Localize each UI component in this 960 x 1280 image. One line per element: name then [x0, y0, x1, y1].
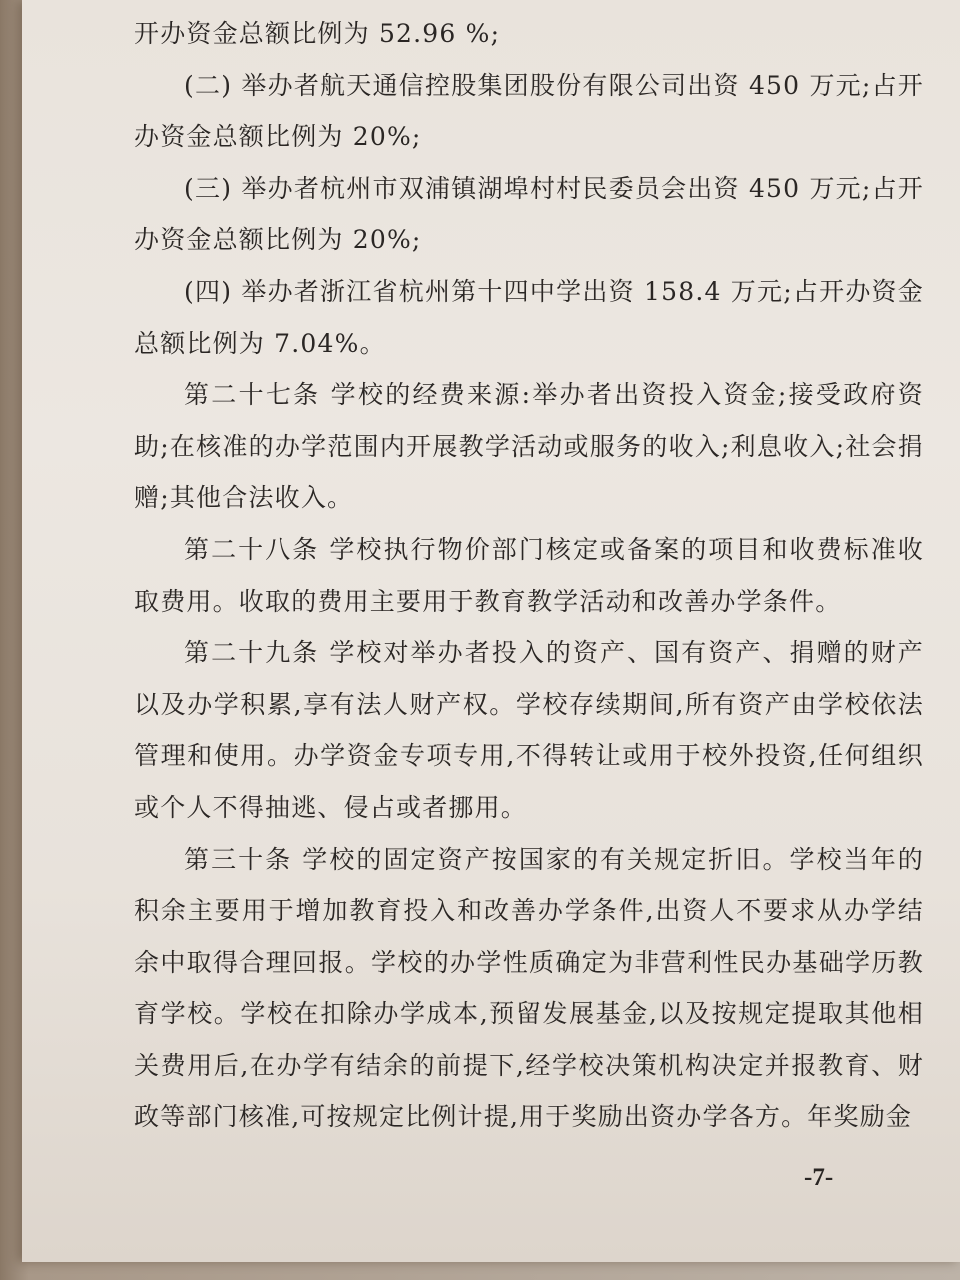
paragraph-1: 开办资金总额比例为 52.96 %;	[134, 19, 501, 48]
article-28: 第二十八条 学校执行物价部门核定或备案的项目和收费标准收取费用。收取的费用主要用于教育教学活动和改善办学条件。	[134, 534, 924, 616]
document-body	[134, 8, 924, 1143]
paragraph-4: (四) 举办者浙江省杭州第十四中学出资 158.4 万元;占开办资金总额比例为 7.04%。	[134, 276, 924, 358]
article-29: 第二十九条 学校对举办者投入的资产、国有资产、捐赠的财产以及办学积累,享有法人财产权。学校存续期间,所有资产由学校依法管理和使用。办学资金专项专用,不得转让或用于校外投资,任何组织或个人不得抽逃、侵占或者挪用。	[134, 638, 924, 822]
page-number: -7-	[804, 1164, 834, 1191]
paragraph-2: (二) 举办者航天通信控股集团股份有限公司出资 450 万元;占开办资金总额比例为 20%;	[134, 70, 924, 152]
paragraph-3: (三) 举办者杭州市双浦镇湖埠村村民委员会出资 450 万元;占开办资金总额比例为 20%;	[134, 173, 924, 255]
article-30: 第三十条 学校的固定资产按国家的有关规定折旧。学校当年的积余主要用于增加教育投入和改善办学条件,出资人不要求从办学结余中取得合理回报。学校的办学性质确定为非营利性民办基础学历教育学校。学校在扣除办学成本,预留发展基金,以及按规定提取其他相关费用后,在办学有结余的前提下,经学校决策机构决定并报教育、财政等部门核准,可按规定比例计提,用于奖励出资办学各方。年奖励金	[134, 844, 924, 1132]
document-page	[22, 0, 960, 1262]
article-27: 第二十七条 学校的经费来源:举办者出资投入资金;接受政府资助;在核准的办学范围内开展教学活动或服务的收入;利息收入;社会捐赠;其他合法收入。	[134, 380, 924, 513]
